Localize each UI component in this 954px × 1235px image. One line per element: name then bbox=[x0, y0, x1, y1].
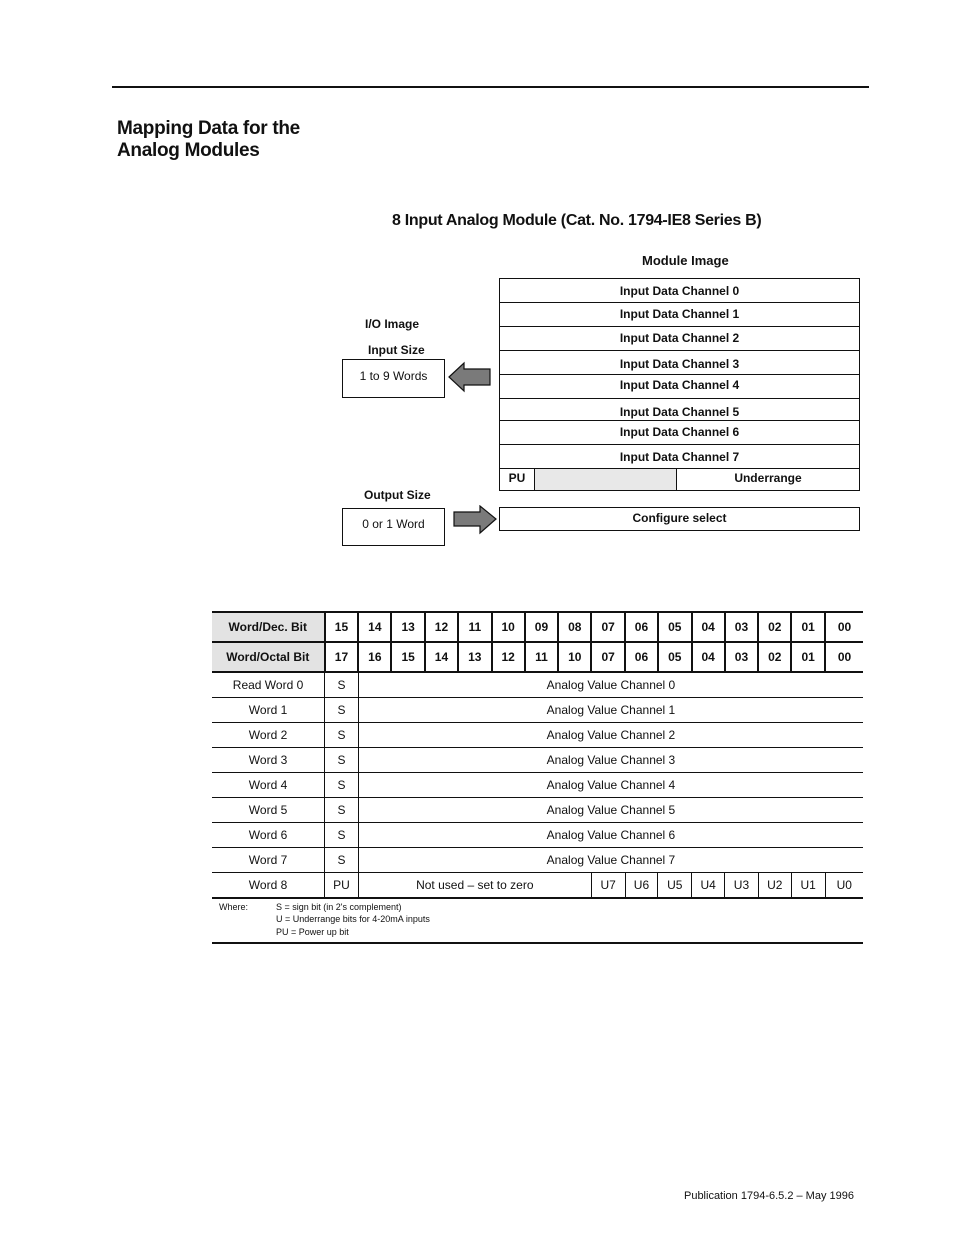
table-row bbox=[212, 823, 863, 848]
pu-cell: PU bbox=[500, 469, 535, 490]
octal-bit: 11 bbox=[525, 642, 559, 672]
output-size-box: 0 or 1 Word bbox=[342, 508, 445, 546]
dec-bit: 08 bbox=[558, 612, 591, 642]
sign-bit: S bbox=[325, 773, 359, 798]
analog-value: Analog Value Channel 0 bbox=[358, 672, 863, 698]
underrange-bit: U6 bbox=[625, 873, 658, 899]
dec-bit: 07 bbox=[591, 612, 625, 642]
octal-bit: 03 bbox=[725, 642, 759, 672]
dec-header: Word/Dec. Bit bbox=[212, 612, 325, 642]
module-row: Input Data Channel 0 bbox=[500, 279, 859, 303]
analog-value: Analog Value Channel 6 bbox=[358, 823, 863, 848]
left-arrow-icon bbox=[448, 361, 493, 393]
pu-unused-field bbox=[535, 469, 677, 490]
dec-bit: 05 bbox=[658, 612, 692, 642]
dec-bit: 03 bbox=[725, 612, 759, 642]
sign-bit: S bbox=[325, 698, 359, 723]
module-row: Input Data Channel 4 bbox=[500, 375, 859, 399]
publication-footer: Publication 1794-6.5.2 – May 1996 bbox=[683, 1190, 854, 1202]
module-row: Input Data Channel 5 bbox=[500, 399, 859, 421]
table-row bbox=[212, 698, 863, 723]
underrange-bit: U7 bbox=[591, 873, 625, 899]
word-label: Word 8 bbox=[212, 873, 325, 899]
legend-line: PU = Power up bit bbox=[276, 927, 349, 937]
sign-bit: S bbox=[325, 798, 359, 823]
dec-bit: 04 bbox=[692, 612, 725, 642]
word-label: Word 3 bbox=[212, 748, 325, 773]
unused-bits: Not used – set to zero bbox=[358, 873, 591, 899]
word-label: Word 1 bbox=[212, 698, 325, 723]
underrange-cell: Underrange bbox=[734, 471, 802, 485]
module-image-label: Module Image bbox=[642, 253, 729, 268]
right-arrow-icon bbox=[452, 505, 498, 535]
octal-bit-header-row bbox=[212, 642, 863, 672]
octal-bit: 13 bbox=[458, 642, 492, 672]
octal-bit: 10 bbox=[558, 642, 591, 672]
word-label: Word 5 bbox=[212, 798, 325, 823]
underrange-bit: U0 bbox=[825, 873, 863, 899]
table-row bbox=[212, 798, 863, 823]
section-title bbox=[117, 118, 300, 162]
dec-bit: 14 bbox=[358, 612, 391, 642]
word-label: Word 2 bbox=[212, 723, 325, 748]
underrange-bit: U5 bbox=[658, 873, 692, 899]
octal-bit: 05 bbox=[658, 642, 692, 672]
status-row bbox=[500, 469, 859, 490]
pu-bit: PU bbox=[325, 873, 359, 899]
configure-select-box: Configure select bbox=[499, 507, 860, 531]
dec-bit: 02 bbox=[758, 612, 791, 642]
octal-bit: 12 bbox=[492, 642, 525, 672]
module-image-box bbox=[499, 278, 860, 491]
underrange-bit: U2 bbox=[758, 873, 791, 899]
analog-value: Analog Value Channel 2 bbox=[358, 723, 863, 748]
octal-header: Word/Octal Bit bbox=[212, 642, 325, 672]
sign-bit: S bbox=[325, 672, 359, 698]
io-image-label: I/O Image bbox=[365, 317, 420, 331]
dec-bit: 13 bbox=[391, 612, 425, 642]
input-size-label: Input Size bbox=[368, 343, 425, 357]
output-size-label: Output Size bbox=[364, 488, 431, 502]
analog-value: Analog Value Channel 3 bbox=[358, 748, 863, 773]
word-label: Word 6 bbox=[212, 823, 325, 848]
legend-line: S = sign bit (in 2's complement) bbox=[276, 902, 402, 912]
input-size-box: 1 to 9 Words bbox=[342, 359, 445, 398]
legend-line: U = Underrange bits for 4-20mA inputs bbox=[276, 914, 430, 924]
figure-title: 8 Input Analog Module (Cat. No. 1794-IE8 Series B) bbox=[392, 212, 762, 229]
sign-bit: S bbox=[325, 823, 359, 848]
analog-value: Analog Value Channel 5 bbox=[358, 798, 863, 823]
table-row bbox=[212, 723, 863, 748]
octal-bit: 04 bbox=[692, 642, 725, 672]
legend-where: Where: bbox=[219, 902, 249, 912]
dec-bit: 09 bbox=[525, 612, 559, 642]
module-row: Input Data Channel 2 bbox=[500, 327, 859, 351]
top-rule bbox=[112, 86, 869, 88]
underrange-bit: U1 bbox=[791, 873, 825, 899]
octal-bit: 02 bbox=[758, 642, 791, 672]
underrange-bit: U4 bbox=[692, 873, 725, 899]
octal-bit: 01 bbox=[791, 642, 825, 672]
sign-bit: S bbox=[325, 848, 359, 873]
underrange-bit: U3 bbox=[725, 873, 759, 899]
octal-bit: 17 bbox=[325, 642, 359, 672]
module-row: Input Data Channel 6 bbox=[500, 421, 859, 445]
octal-bit: 16 bbox=[358, 642, 391, 672]
dec-bit: 11 bbox=[458, 612, 492, 642]
word-label: Read Word 0 bbox=[212, 672, 325, 698]
section-title-line2: Analog Modules bbox=[117, 140, 260, 161]
octal-bit: 15 bbox=[391, 642, 425, 672]
table-row bbox=[212, 748, 863, 773]
bit-map-table bbox=[212, 611, 863, 899]
table-row bbox=[212, 848, 863, 873]
module-row: Input Data Channel 3 bbox=[500, 351, 859, 375]
octal-bit: 07 bbox=[591, 642, 625, 672]
octal-bit: 06 bbox=[625, 642, 658, 672]
dec-bit: 01 bbox=[791, 612, 825, 642]
module-row: Input Data Channel 7 bbox=[500, 445, 859, 469]
table-row bbox=[212, 773, 863, 798]
dec-bit: 10 bbox=[492, 612, 525, 642]
sign-bit: S bbox=[325, 748, 359, 773]
dec-bit-header-row bbox=[212, 612, 863, 642]
analog-value: Analog Value Channel 7 bbox=[358, 848, 863, 873]
word-label: Word 4 bbox=[212, 773, 325, 798]
octal-bit: 00 bbox=[825, 642, 863, 672]
dec-bit: 06 bbox=[625, 612, 658, 642]
dec-bit: 00 bbox=[825, 612, 863, 642]
table-row bbox=[212, 672, 863, 698]
dec-bit: 15 bbox=[325, 612, 359, 642]
legend-bottom-rule bbox=[212, 942, 863, 944]
analog-value: Analog Value Channel 1 bbox=[358, 698, 863, 723]
word-label: Word 7 bbox=[212, 848, 325, 873]
section-title-line1: Mapping Data for the bbox=[117, 118, 300, 139]
analog-value: Analog Value Channel 4 bbox=[358, 773, 863, 798]
dec-bit: 12 bbox=[425, 612, 458, 642]
sign-bit: S bbox=[325, 723, 359, 748]
table-row-word8 bbox=[212, 873, 863, 899]
module-row: Input Data Channel 1 bbox=[500, 303, 859, 327]
octal-bit: 14 bbox=[425, 642, 458, 672]
